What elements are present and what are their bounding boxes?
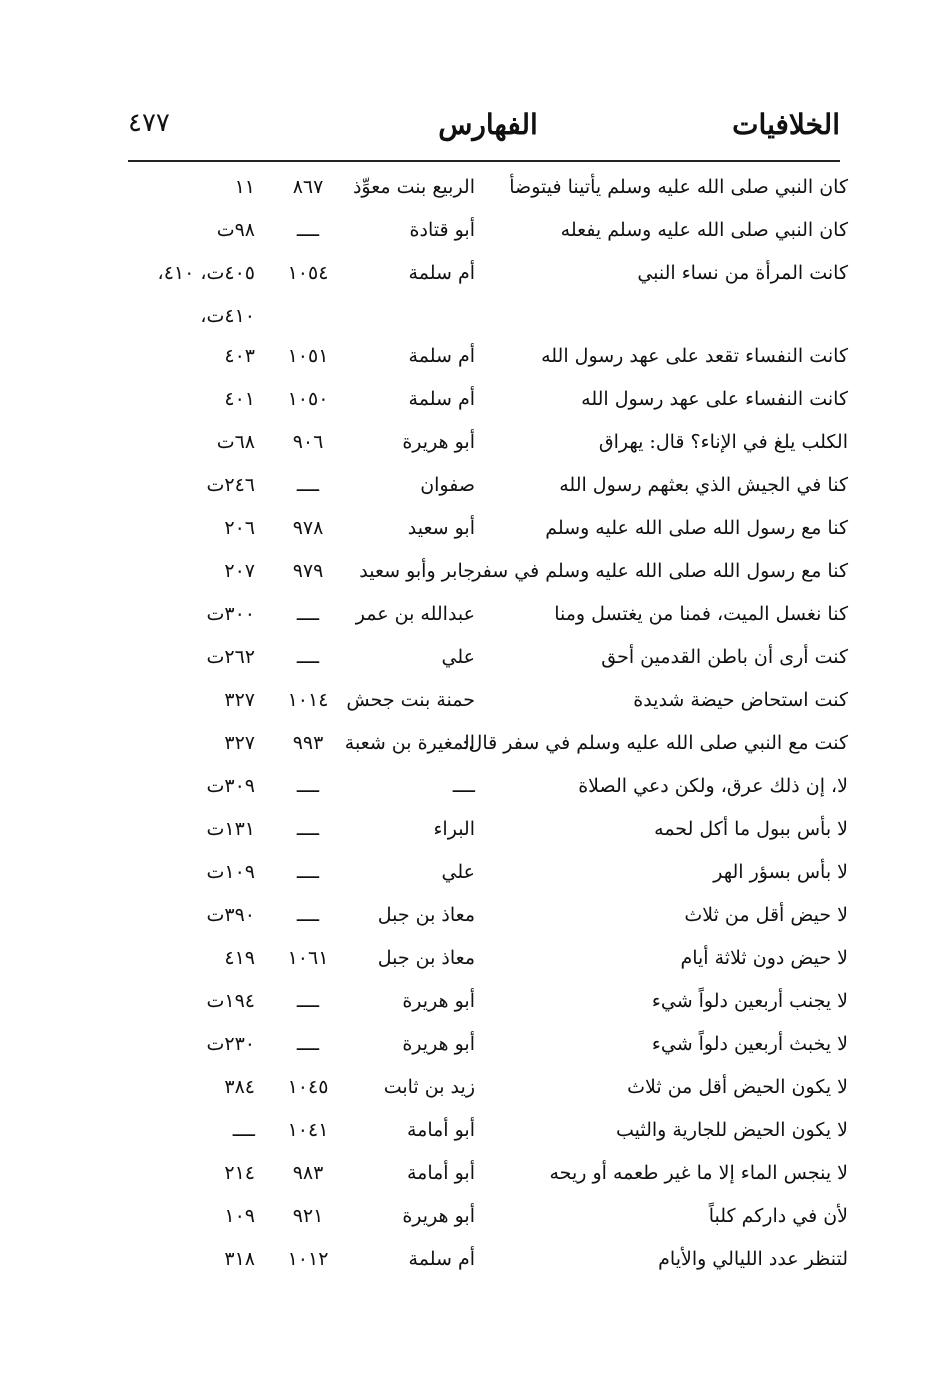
- page-reference: ٤٠٥ت، ٤١٠،: [157, 262, 255, 284]
- index-row: [0, 552, 943, 595]
- hadith-number: ١٠٤١: [287, 1119, 329, 1141]
- hadith-text: كانت النفساء على عهد رسول الله: [581, 388, 848, 410]
- narrator: أبو هريرة: [402, 1033, 475, 1055]
- page-reference: ٣٨٤: [224, 1076, 255, 1098]
- hadith-text: لا، إن ذلك عرق، ولكن دعي الصلاة: [578, 775, 848, 797]
- hadith-text: كانت النفساء تقعد على عهد رسول الله: [541, 345, 848, 367]
- index-list: [0, 168, 943, 1283]
- book-title: الخلافيات: [732, 108, 840, 141]
- section-title: الفهارس: [438, 108, 538, 141]
- hadith-number: ــــ: [296, 818, 320, 840]
- index-row: [0, 896, 943, 939]
- hadith-text: لا يجنب أربعين دلواً شيء: [651, 990, 848, 1012]
- page-reference: ٣٠٠ت: [206, 603, 255, 625]
- index-row: [0, 1240, 943, 1283]
- hadith-number: ١٠٥١: [287, 345, 329, 367]
- narrator: جابر وأبو سعيد: [359, 560, 475, 582]
- index-row: [0, 681, 943, 724]
- narrator: زيد بن ثابت: [383, 1076, 475, 1098]
- narrator: أم سلمة: [408, 1248, 475, 1270]
- page-header: [128, 108, 840, 152]
- hadith-number: ــــ: [296, 474, 320, 496]
- narrator: أبو قتادة: [409, 219, 475, 241]
- page-reference: ٦٨ت: [216, 431, 255, 453]
- hadith-number: ــــ: [296, 990, 320, 1012]
- page-reference: ١١: [234, 176, 255, 198]
- hadith-number: ٩٢١: [292, 1205, 324, 1227]
- page-reference: ٤١٠ت،: [200, 305, 255, 327]
- page-reference: ٣١٨: [224, 1248, 255, 1270]
- hadith-text: لا يخبث أربعين دلواً شيء: [651, 1033, 848, 1055]
- page-reference: ٢١٤: [224, 1162, 255, 1184]
- hadith-number: ٨٦٧: [292, 176, 324, 198]
- hadith-number: ٩٩٣: [292, 732, 324, 754]
- narrator: حمنة بنت جحش: [346, 689, 475, 711]
- page-reference: ١٩٤ت: [206, 990, 255, 1012]
- hadith-text: كنت استحاض حيضة شديدة: [633, 689, 848, 711]
- hadith-text: لا يكون الحيض للجارية والثيب: [615, 1119, 848, 1141]
- page-reference: ١٠٩ت: [206, 861, 255, 883]
- hadith-number: ــــ: [296, 904, 320, 926]
- index-row: [0, 509, 943, 552]
- index-row: [0, 982, 943, 1025]
- hadith-number: ١٠٥٤: [287, 262, 329, 284]
- narrator: صفوان: [420, 474, 475, 496]
- index-row: [0, 724, 943, 767]
- narrator: المغيرة بن شعبة: [344, 732, 475, 754]
- hadith-text: لتنظر عدد الليالي والأيام: [658, 1248, 848, 1270]
- narrator: ــــ: [452, 775, 475, 797]
- hadith-number: ١٠٦١: [287, 947, 329, 969]
- page-reference: ٢٦٢ت: [206, 646, 255, 668]
- narrator: أبو هريرة: [402, 1205, 475, 1227]
- hadith-number: ٩٧٨: [292, 517, 324, 539]
- page-reference: ٣٢٧: [224, 732, 255, 754]
- index-row: [0, 297, 943, 337]
- hadith-number: ــــ: [296, 219, 320, 241]
- hadith-text: لا بأس بسؤر الهر: [713, 861, 848, 883]
- hadith-number: ٩٧٩: [292, 560, 324, 582]
- narrator: البراء: [433, 818, 475, 840]
- page-reference: ٣٩٠ت: [206, 904, 255, 926]
- hadith-number: ١٠١٤: [287, 689, 329, 711]
- header-divider: [128, 160, 840, 162]
- hadith-text: كان النبي صلى الله عليه وسلم يأتينا فيتوضأ: [509, 176, 848, 198]
- hadith-text: لا ينجس الماء إلا ما غير طعمه أو ريحه: [549, 1162, 848, 1184]
- index-row: [0, 254, 943, 297]
- hadith-number: ــــ: [296, 603, 320, 625]
- index-row: [0, 1154, 943, 1197]
- hadith-text: كنا مع رسول الله صلى الله عليه وسلم: [545, 517, 848, 539]
- page-reference: ١٣١ت: [206, 818, 255, 840]
- narrator: الربيع بنت معوِّذ: [352, 176, 475, 198]
- hadith-text: كنا نغسل الميت، فمنا من يغتسل ومنا: [554, 603, 848, 625]
- index-row: [0, 466, 943, 509]
- index-row: [0, 638, 943, 681]
- hadith-text: كنا في الجيش الذي بعثهم رسول الله: [559, 474, 848, 496]
- page-reference: ــــ: [232, 1119, 255, 1141]
- page-reference: ٤٠١: [224, 388, 255, 410]
- narrator: معاذ بن جبل: [377, 947, 475, 969]
- index-row: [0, 767, 943, 810]
- hadith-text: لأن في داركم كلباً: [708, 1205, 848, 1227]
- index-row: [0, 380, 943, 423]
- hadith-text: لا حيض دون ثلاثة أيام: [680, 947, 848, 969]
- hadith-text: كانت المرأة من نساء النبي: [637, 262, 848, 284]
- narrator: عبدالله بن عمر: [355, 603, 475, 625]
- page-reference: ١٠٩: [224, 1205, 255, 1227]
- page-reference: ٩٨ت: [216, 219, 255, 241]
- narrator: أبو أمامة: [406, 1162, 475, 1184]
- hadith-text: لا يكون الحيض أقل من ثلاث: [627, 1076, 848, 1098]
- narrator: أبو أمامة: [406, 1119, 475, 1141]
- hadith-text: كان النبي صلى الله عليه وسلم يفعله: [560, 219, 848, 241]
- narrator: أم سلمة: [408, 345, 475, 367]
- hadith-text: كنت مع النبي صلى الله عليه وسلم في سفر قال:: [462, 732, 848, 754]
- hadith-number: ــــ: [296, 775, 320, 797]
- hadith-number: ٩٠٦: [292, 431, 324, 453]
- hadith-text: كنت أرى أن باطن القدمين أحق: [601, 646, 848, 668]
- hadith-number: ١٠٤٥: [287, 1076, 329, 1098]
- index-row: [0, 853, 943, 896]
- page-reference: ٤١٩: [224, 947, 255, 969]
- narrator: أبو هريرة: [402, 990, 475, 1012]
- page-reference: ٢٠٦: [224, 517, 255, 539]
- hadith-text: لا بأس ببول ما أكل لحمه: [654, 818, 848, 840]
- index-row: [0, 168, 943, 211]
- narrator: معاذ بن جبل: [377, 904, 475, 926]
- narrator: أبو سعيد: [407, 517, 475, 539]
- hadith-number: ٩٨٣: [292, 1162, 324, 1184]
- narrator: أم سلمة: [408, 388, 475, 410]
- page-reference: ٤٠٣: [224, 345, 255, 367]
- narrator: أبو هريرة: [402, 431, 475, 453]
- hadith-number: ــــ: [296, 1033, 320, 1055]
- index-row: [0, 1197, 943, 1240]
- page-reference: ٣٢٧: [224, 689, 255, 711]
- page-reference: ٢٣٠ت: [206, 1033, 255, 1055]
- page-reference: ٢٤٦ت: [206, 474, 255, 496]
- index-row: [0, 1025, 943, 1068]
- hadith-text: الكلب يلغ في الإناء؟ قال: يهراق: [598, 431, 848, 453]
- index-row: [0, 337, 943, 380]
- page-reference: ٢٠٧: [224, 560, 255, 582]
- narrator: علي: [441, 861, 475, 883]
- index-row: [0, 211, 943, 254]
- hadith-text: كنا مع رسول الله صلى الله عليه وسلم في سفر: [472, 560, 848, 582]
- hadith-number: ــــ: [296, 646, 320, 668]
- hadith-number: ــــ: [296, 861, 320, 883]
- hadith-number: ١٠٥٠: [287, 388, 329, 410]
- narrator: أم سلمة: [408, 262, 475, 284]
- index-row: [0, 423, 943, 466]
- index-row: [0, 810, 943, 853]
- page-number: ٤٧٧: [128, 108, 170, 138]
- hadith-number: ١٠١٢: [287, 1248, 329, 1270]
- index-row: [0, 939, 943, 982]
- hadith-text: لا حيض أقل من ثلاث: [684, 904, 848, 926]
- index-row: [0, 595, 943, 638]
- index-row: [0, 1111, 943, 1154]
- page-reference: ٣٠٩ت: [206, 775, 255, 797]
- narrator: علي: [441, 646, 475, 668]
- index-row: [0, 1068, 943, 1111]
